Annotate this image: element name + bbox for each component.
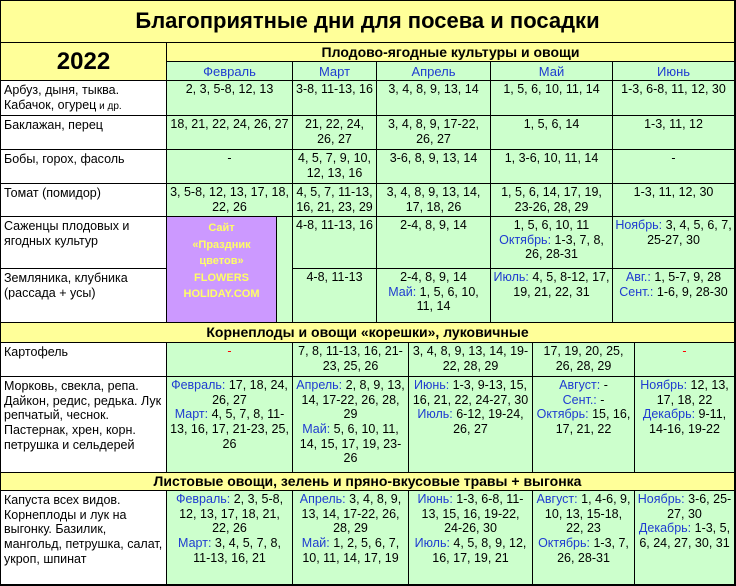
cell-greens-col2 [293,491,409,585]
cell-value: 3, 4, 5, 7, 8, 11-13, 16, 21 [193,535,281,565]
cell-tomato-jun: 1-3, 11, 12, 30 [613,184,735,217]
cell-melons-apr: 3, 4, 8, 9, 13, 14 [377,81,491,116]
cell-potato-feb: - [167,343,293,377]
cell-roots-col2 [293,377,409,473]
cell-greens-col4 [533,491,635,585]
cell-eggplant-mar: 21, 22, 24, 26, 27 [293,116,377,150]
cell-greens-col5 [635,491,735,585]
cell-value: 9-11, 14-16, 19-22 [649,407,727,436]
cell-value: 4, 5, 8, 9, 12, 16, 17, 19, 21 [432,535,527,565]
cell-value: - [600,378,608,392]
crop-label-line: Арбуз, дыня, тыква. [4,83,120,97]
site-watermark [167,217,277,323]
month-label: Декабрь: [638,521,692,536]
cell-value: 2, 8, 9, 13, 14, 17-22, 26, 28, 29 [301,378,405,422]
watermark-line: FLOWERS [194,271,249,284]
cell-value: 1-3, 9-13, 15, 16, 21, 22, 24-27, 30 [412,378,529,407]
month-label: Июль: [417,407,453,422]
month-label: Ноябрь: [637,492,685,506]
cell-melons-may: 1, 5, 6, 10, 11, 14 [491,81,613,116]
filler-cell [277,217,293,323]
cell-melons-feb: 2, 3, 5-8, 12, 13 [167,81,293,116]
cell-beans-may: 1, 3-6, 10, 11, 14 [491,150,613,184]
month-label: Февраль: [175,492,231,506]
section-fruit-header: Плодово-ягодные культуры и овощи [167,43,735,62]
cell-tomato-may: 1, 5, 6, 14, 17, 19, 23-26, 28, 29 [491,184,613,217]
section-leaf-header: Листовые овощи, зелень и пряно-вкусовые травы + выгонка [1,473,735,491]
month-header-jun: Июнь [613,62,735,81]
cell-value: 15, 16, 17, 21, 22 [555,407,631,436]
cell-value: 1, 5, 6, 10, 11 [513,218,590,232]
month-label: Июнь: [417,492,453,506]
cell-value: 3, 4, 8, 9, 13, 14, 17-22, 26, 28, 29 [301,492,402,536]
crop-label-strawberry: Земляника, клубника (рассада + усы) [1,269,167,323]
cell-value: 2-4, 8, 9, 14 [400,270,467,284]
month-header-feb: Февраль [167,62,293,81]
crop-label-melons [1,81,167,116]
cell-value: 1-6, 9, 28-30 [653,284,728,299]
cell-value: 3-6, 25-27, 30 [667,492,732,521]
month-label: Октябрь: [538,535,590,550]
cell-value: 1, 5, 6, 10, 11, 14 [416,284,479,314]
cell-seedlings-apr: 2-4, 8, 9, 14 [377,217,491,269]
crop-label-note: и др. [96,100,122,112]
year-label: 2022 [1,43,167,81]
cell-roots-col1 [167,377,293,473]
cell-value: 1-3, 7, 26, 28-31 [557,535,629,565]
cell-seedlings-jun [613,217,735,269]
cell-tomato-apr: 3, 4, 8, 9, 13, 14, 17, 18, 26 [377,184,491,217]
cell-eggplant-jun: 1-3, 11, 12 [613,116,735,150]
cell-value: 1, 5-7, 9, 28 [650,270,722,284]
cell-value: 2, 3, 5-8, 12, 13, 17, 18, 21, 22, 26 [179,492,284,536]
month-label: Октябрь: [499,232,552,247]
month-header-apr: Апрель [377,62,491,81]
month-label: Март: [174,407,209,422]
cell-potato-jun: - [635,343,735,377]
cell-strawberry-apr [377,269,491,323]
cell-value: - [596,392,605,407]
month-label: Апрель: [299,492,346,506]
month-label: Август: [559,378,601,392]
cell-tomato-feb: 3, 5-8, 12, 13, 17, 18, 22, 26 [167,184,293,217]
month-label: Февраль: [171,378,226,392]
cell-roots-col4 [533,377,635,473]
crop-label-tomato: Томат (помидор) [1,184,167,217]
crop-label-root-vegetables: Морковь, свекла, репа. Дайкон, редис, редька. Лук репчатый, чеснок. Пастернак, хрен, корн. петрушка и сельдерей [1,377,167,473]
crop-label-potato: Картофель [1,343,167,377]
month-label: Июль: [493,270,529,284]
month-label: Июль: [414,535,450,550]
cell-roots-col5 [635,377,735,473]
cell-beans-apr: 3-6, 8, 9, 13, 14 [377,150,491,184]
crop-label-eggplant: Баклажан, перец [1,116,167,150]
cell-greens-col1 [167,491,293,585]
month-label: Ноябрь: [615,218,663,232]
cell-melons-mar: 3-8, 11-13, 16 [293,81,377,116]
cell-beans-mar: 4, 5, 7, 9, 10, 12, 13, 16 [293,150,377,184]
cell-seedlings-may [491,217,613,269]
cell-value: 1, 4-6, 9, 10, 13, 15-18, 22, 23 [544,492,631,536]
month-label: Авг.: [625,270,651,284]
cell-tomato-mar: 4, 5, 7, 11-13, 16, 21, 23, 29 [293,184,377,217]
month-label: Март: [178,535,212,550]
cell-strawberry-mar: 4-8, 11-13 [293,269,377,323]
cell-potato-apr: 3, 4, 8, 9, 13, 14, 19-22, 28, 29 [409,343,533,377]
month-label: Октябрь: [536,407,589,422]
cell-melons-jun: 1-3, 6-8, 11, 12, 30 [613,81,735,116]
cell-value: 4, 5, 7, 8, 11-13, 16, 17, 21-23, 25, 26 [170,407,289,451]
cell-roots-col3 [409,377,533,473]
month-label: Май: [302,421,331,436]
month-label: Ноябрь: [640,378,688,392]
cell-potato-may: 17, 19, 20, 25, 26, 28, 29 [533,343,635,377]
watermark-line: «Праздник [192,238,251,251]
month-label: Май: [388,284,417,299]
cell-seedlings-mar: 4-8, 11-13, 16 [293,217,377,269]
month-label: Август: [536,492,578,506]
section-roots-header: Корнеплоды и овощи «корешки», луковичные [1,323,735,343]
cell-value: 1, 2, 5, 6, 7, 10, 11, 14, 17, 19 [302,535,400,565]
crop-label-beans: Бобы, горох, фасоль [1,150,167,184]
cell-eggplant-may: 1, 5, 6, 14 [491,116,613,150]
cell-value: 1-3, 6-8, 11-13, 15, 16, 19-22, 24-26, 30 [421,492,524,536]
crop-label-seedlings: Саженцы плодовых и ягодных культур [1,217,167,269]
month-label: Сент.: [619,284,654,299]
crop-label-greens: Капуста всех видов. Корнеплоды и лук на выгонку. Базилик, мангольд, петрушка, салат, укроп, шпинат [1,491,167,585]
cell-strawberry-may [491,269,613,323]
watermark-line: HOLIDAY.COM [183,288,260,300]
cell-value: 5, 6, 10, 11, 14, 15, 17, 19, 23-26 [299,421,402,466]
cell-value: 1-3, 5, 6, 24, 27, 30, 31 [639,521,731,550]
cell-value: 4, 5, 8-12, 17, 19, 21, 22, 31 [513,270,610,299]
cell-potato-mar: 7, 8, 11-13, 16, 21-23, 25, 26 [293,343,409,377]
month-label: Апрель: [296,378,343,392]
cell-value: 17, 18, 24, 26, 27 [212,378,288,407]
cell-value: 12, 13, 17, 18, 22 [656,378,729,407]
cell-eggplant-apr: 3, 4, 8, 9, 17-22, 26, 27 [377,116,491,150]
month-label: Сент.: [562,392,597,407]
watermark-line: Сайт [208,222,235,234]
page-title: Благоприятные дни для посева и посадки [1,1,735,43]
watermark-line: цветов» [199,255,244,267]
cell-value: 6-12, 19-24, 26, 27 [452,407,524,436]
cell-greens-col3 [409,491,533,585]
month-header-may: Май [491,62,613,81]
cell-beans-jun: - [613,150,735,184]
cell-value: 3, 4, 5, 6, 7, 25-27, 30 [647,218,732,247]
month-label: Май: [301,535,330,550]
cell-strawberry-jun [613,269,735,323]
cell-value: 1-3, 7, 8, 26, 28-31 [525,232,604,262]
cell-eggplant-feb: 18, 21, 22, 24, 26, 27 [167,116,293,150]
month-header-mar: Март [293,62,377,81]
cell-beans-feb: - [167,150,293,184]
month-label: Июнь: [413,378,450,392]
crop-label-line: Кабачок, огурец [4,97,97,112]
month-label: Декабрь: [642,407,696,422]
